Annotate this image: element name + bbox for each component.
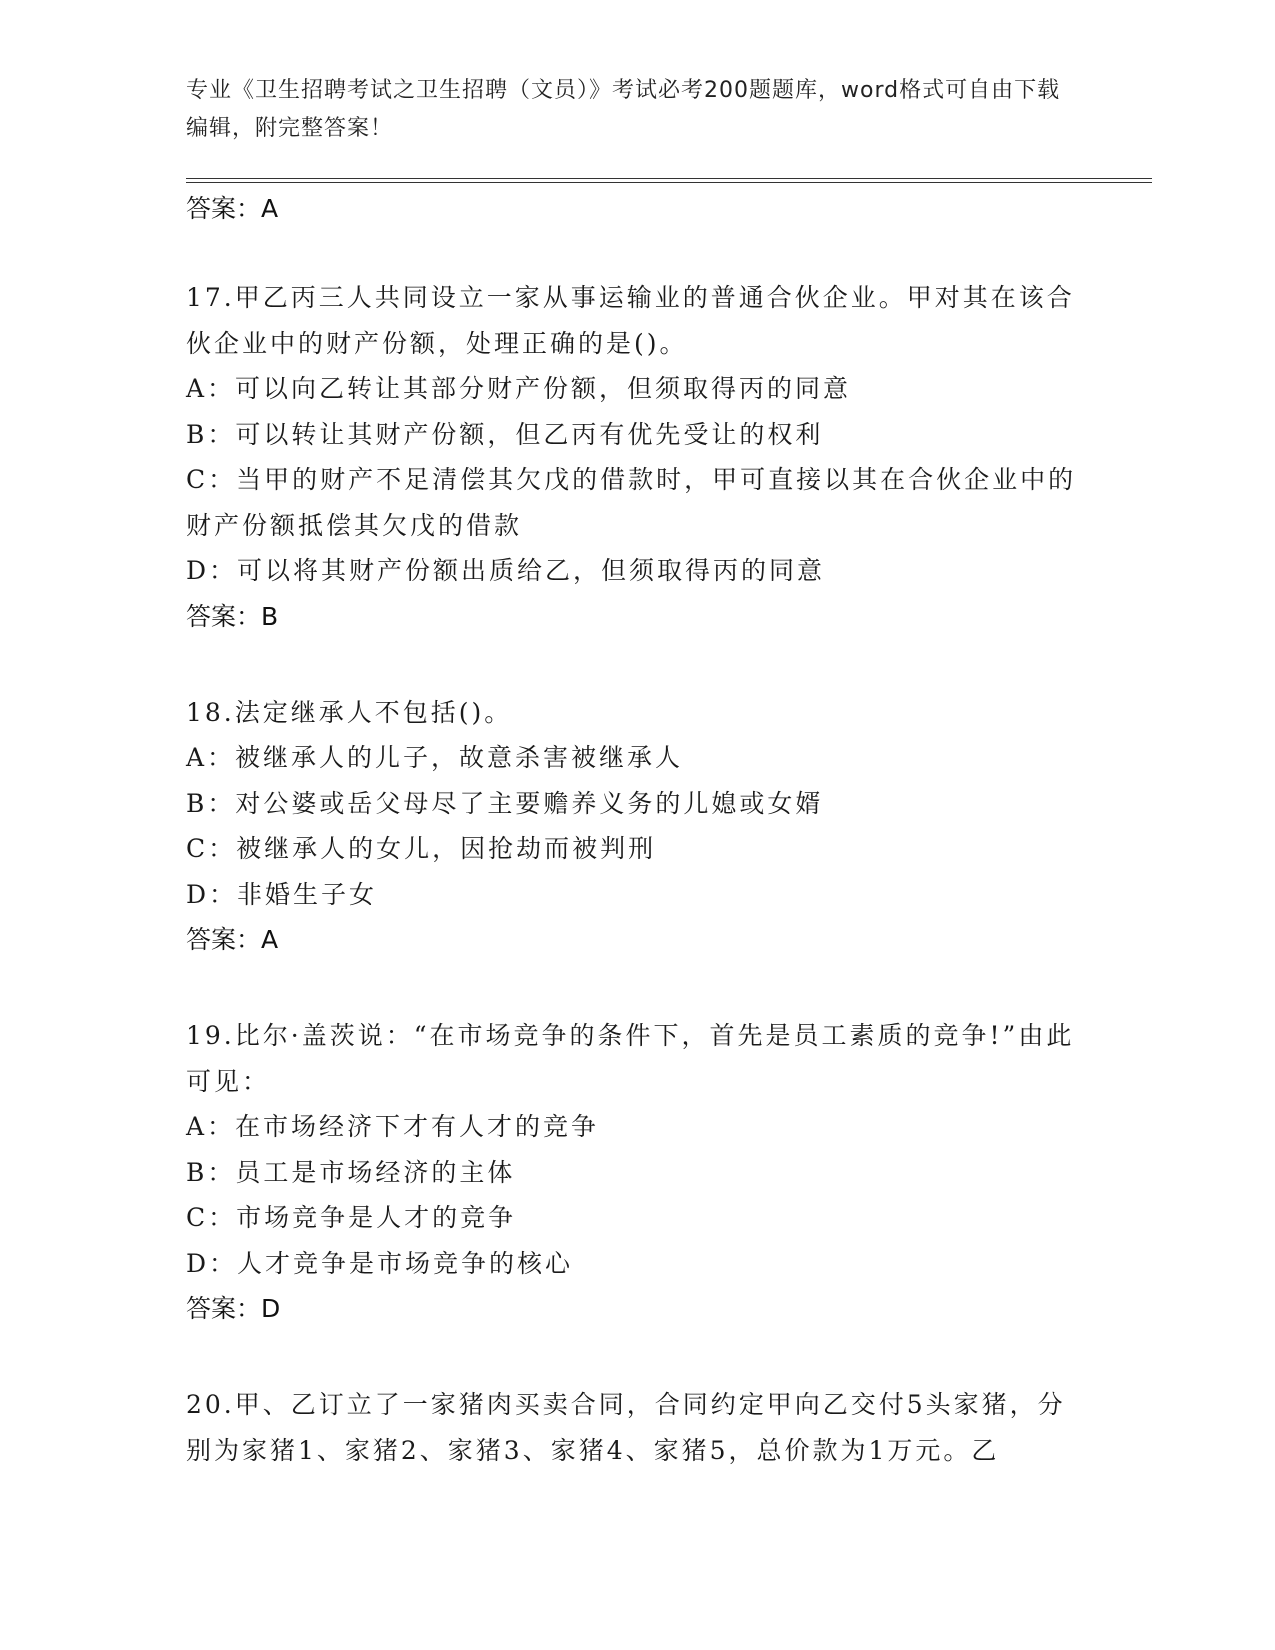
- option-b: B：员工是市场经济的主体: [186, 1157, 516, 1187]
- question-stem: 20.甲、乙订立了一家猪肉买卖合同，合同约定甲向乙交付5头家猪，分别为家猪1、家猪2、家猪3、家猪4、家猪5，总价款为1万元。乙: [186, 1390, 1066, 1465]
- question-stem: 17.甲乙丙三人共同设立一家从事运输业的普通合伙企业。甲对其在该合伙企业中的财产份额，处理正确的是()。: [186, 283, 1075, 358]
- option-a: A：可以向乙转让其部分财产份额，但须取得丙的同意: [186, 374, 852, 403]
- previous-answer: 答案：A: [186, 194, 279, 223]
- option-c: C：市场竞争是人才的竞争: [186, 1203, 517, 1232]
- option-a: A：被继承人的儿子，故意杀害被继承人: [186, 743, 684, 772]
- option-b: B：对公婆或岳父母尽了主要赡养义务的儿媳或女婿: [186, 788, 824, 818]
- option-d: D：可以将其财产份额出质给乙，但须取得丙的同意: [186, 556, 826, 585]
- question-18: [186, 690, 1086, 964]
- question-stem: 18.法定继承人不包括()。: [186, 697, 513, 727]
- option-c: C：当甲的财产不足清偿其欠戊的借款时，甲可直接以其在合伙企业中的财产份额抵偿其欠戊的借款: [186, 465, 1077, 540]
- answer: 答案：D: [186, 1294, 281, 1323]
- header-divider-top: [186, 178, 1152, 179]
- answer: 答案：A: [186, 925, 279, 954]
- option-d: D：人才竞争是市场竞争的核心: [186, 1248, 574, 1278]
- question-stem: 19.比尔·盖茨说：“在市场竞争的条件下，首先是员工素质的竞争!”由此可见：: [186, 1021, 1075, 1096]
- question-19: [186, 1013, 1086, 1332]
- option-b: B：可以转让其财产份额，但乙丙有优先受让的权利: [186, 419, 824, 449]
- question-20: [186, 1382, 1086, 1473]
- option-d: D：非婚生子女: [186, 879, 378, 909]
- answer: 答案：B: [186, 601, 279, 631]
- question-17: [186, 275, 1086, 640]
- header-divider-bottom: [186, 182, 1152, 183]
- option-c: C：被继承人的女儿，因抢劫而被判刑: [186, 834, 657, 863]
- document-body: [186, 186, 1086, 1473]
- option-a: A：在市场经济下才有人才的竞争: [186, 1112, 600, 1141]
- document-header: 专业《卫生招聘考试之卫生招聘（文员）》考试必考200题题库，word格式可自由下载编辑，附完整答案！: [186, 78, 1061, 141]
